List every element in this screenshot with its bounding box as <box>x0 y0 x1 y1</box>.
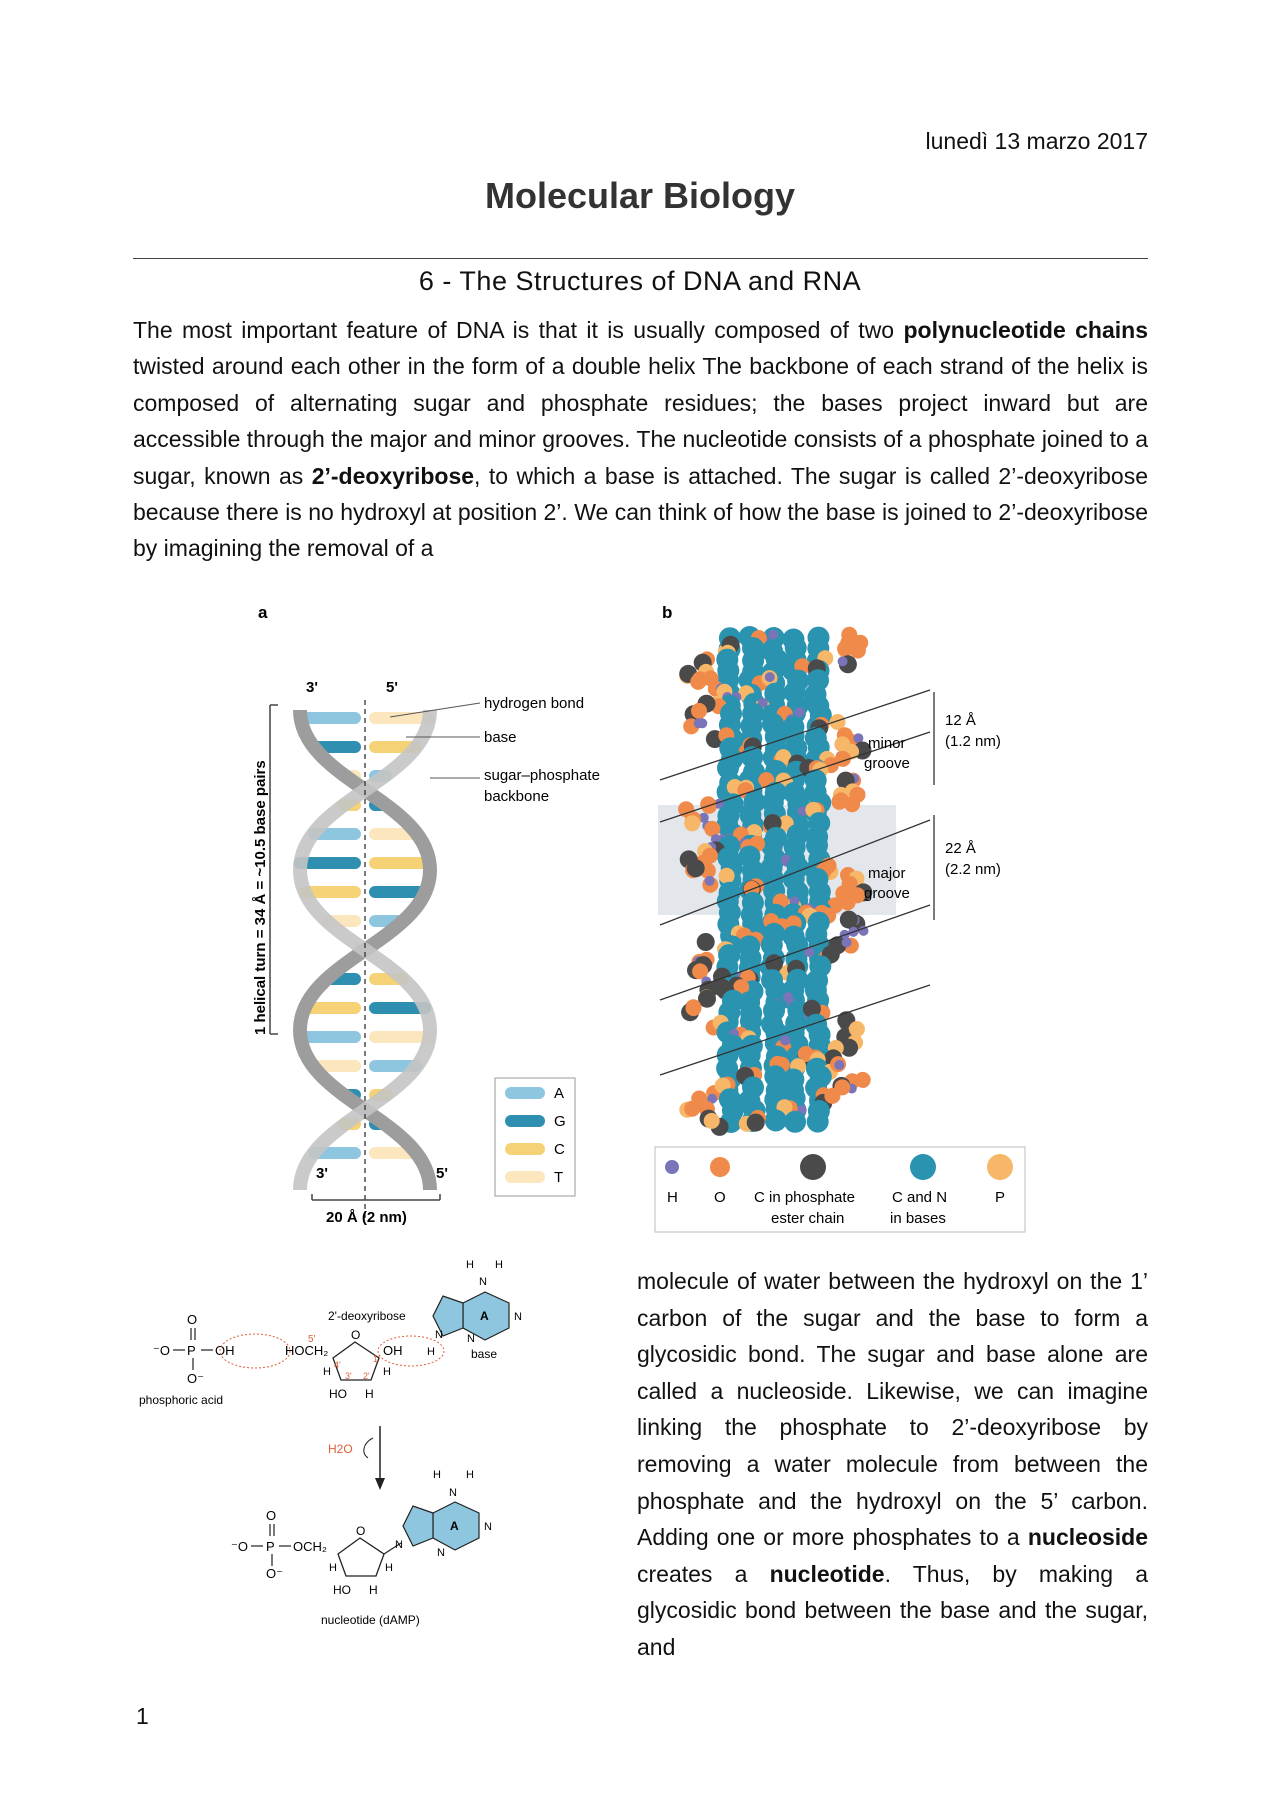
svg-text:HO: HO <box>333 1583 351 1597</box>
section-heading: 6 - The Structures of DNA and RNA <box>418 266 862 296</box>
svg-text:O⁻: O⁻ <box>266 1566 283 1581</box>
svg-text:N: N <box>437 1547 445 1559</box>
atom <box>684 815 700 831</box>
svg-text:H: H <box>466 1469 474 1481</box>
atom <box>684 1101 700 1117</box>
svg-text:groove: groove <box>864 755 910 772</box>
svg-text:O: O <box>356 1524 366 1538</box>
svg-text:H: H <box>323 1366 331 1378</box>
svg-text:H: H <box>385 1562 393 1574</box>
svg-text:OH: OH <box>215 1343 235 1358</box>
svg-text:groove: groove <box>864 885 910 902</box>
svg-text:N: N <box>395 1539 403 1551</box>
svg-text:H: H <box>365 1387 374 1401</box>
svg-text:O⁻: O⁻ <box>187 1371 204 1386</box>
svg-text:O: O <box>187 1312 198 1327</box>
atom <box>704 821 720 837</box>
svg-text:H: H <box>329 1562 337 1574</box>
svg-text:N: N <box>449 1487 457 1499</box>
atom <box>840 911 858 929</box>
svg-text:H: H <box>667 1189 678 1206</box>
atom <box>687 859 705 877</box>
svg-text:H: H <box>433 1469 441 1481</box>
label-hydrogen-bond: hydrogen bond <box>484 695 585 712</box>
legend-n-dot <box>910 1154 936 1180</box>
atom <box>838 656 848 666</box>
atom <box>747 1114 765 1132</box>
atom <box>719 868 735 884</box>
atom <box>807 1111 829 1133</box>
svg-text:P: P <box>266 1539 275 1554</box>
svg-text:P: P <box>995 1189 1006 1206</box>
atom <box>842 937 852 947</box>
vertical-bracket <box>252 705 278 1035</box>
svg-text:12 Å: 12 Å <box>945 712 976 729</box>
figure-b-space-filling <box>650 600 1030 1240</box>
svg-text:O: O <box>266 1508 277 1523</box>
date: lunedì 13 marzo 2017 <box>925 128 1148 154</box>
atom <box>844 796 860 812</box>
legend-g: G <box>554 1113 566 1130</box>
paragraph-1: The most important feature of DNA is that it is usually composed of two polynucleotide chains twisted around each other in the form of a double helix The backbone of each strand of the helix is composed of alternating sugar and phosphate residues; the bases project inward but are accessible through the major and minor grooves. The nucleotide consists of a phosphate joined to a sugar, known as 2’-deoxyribose, to which a base is attached. The sugar is called 2’-deoxyribose because there is no hydroxyl at position 2’. We can think of how the base is joined to 2’-deoxyribose by imagining the removal of a <box>133 317 1149 562</box>
panel-label-b: b <box>662 603 673 622</box>
svg-text:N: N <box>479 1276 487 1288</box>
atom <box>686 1000 702 1016</box>
svg-text:H: H <box>427 1346 435 1358</box>
legend-o-dot <box>710 1157 730 1177</box>
svg-text:A: A <box>450 1519 459 1533</box>
atom <box>704 1113 720 1129</box>
label-base: base <box>484 729 517 746</box>
legend-c-dot <box>800 1154 826 1180</box>
svg-text:5': 5' <box>386 679 398 696</box>
svg-text:N: N <box>514 1311 522 1323</box>
panel-label-a: a <box>258 603 268 622</box>
svg-text:N: N <box>435 1329 443 1341</box>
atom <box>765 1110 787 1132</box>
svg-text:H: H <box>383 1366 391 1378</box>
svg-text:OH: OH <box>383 1343 403 1358</box>
atom <box>783 992 793 1002</box>
svg-text:3': 3' <box>316 1165 328 1182</box>
legend-swatch-a <box>505 1087 545 1099</box>
svg-text:5': 5' <box>436 1165 448 1182</box>
legend-h-dot <box>665 1160 679 1174</box>
figure-c-nucleotide <box>133 1258 623 1678</box>
atom <box>837 641 853 657</box>
svg-text:3': 3' <box>345 1371 352 1381</box>
legend-c: C <box>554 1141 565 1158</box>
label-base: base <box>471 1347 498 1361</box>
helical-turn-label: 1 helical turn = 34 Å = ~10.5 base pairs <box>252 760 269 1035</box>
atom <box>702 848 718 864</box>
svg-text:(2.2 nm): (2.2 nm) <box>945 861 1001 878</box>
atom <box>795 707 805 717</box>
svg-text:5': 5' <box>308 1334 316 1345</box>
svg-text:1': 1' <box>373 1354 380 1364</box>
svg-text:4': 4' <box>334 1360 341 1370</box>
atom <box>697 933 715 951</box>
svg-text:2': 2' <box>363 1371 370 1381</box>
paragraph-2: molecule of water between the hydroxyl on the 1’ carbon of the sugar and the base to form a glycosidic bond. The sugar and base alone are called a nucleoside. Likewise, we can imagine linking the phosphate to 2’-deoxyribose by removing a water molecule from between the phosphate and the hydroxyl on the 5’ carbon. Adding one or more phosphates to a nucleoside creates a nucleotide. Thus, by making a glycosidic bond between the base and the sugar, and <box>637 1268 1148 1660</box>
figure-a-double-helix <box>240 600 640 1240</box>
legend-swatch-t <box>505 1171 545 1183</box>
atom <box>697 718 707 728</box>
label-backbone: sugar–phosphate <box>484 767 600 784</box>
svg-text:O: O <box>351 1328 361 1342</box>
svg-text:ester chain: ester chain <box>771 1210 845 1227</box>
svg-text:H: H <box>369 1583 378 1597</box>
legend-a: A <box>554 1085 565 1102</box>
atom <box>824 1088 840 1104</box>
svg-text:22 Å: 22 Å <box>945 840 976 857</box>
page-number: 1 <box>136 1703 149 1729</box>
atom <box>768 630 778 640</box>
width-label: 20 Å (2 nm) <box>326 1209 407 1226</box>
svg-text:H: H <box>466 1259 474 1271</box>
atom <box>691 703 707 719</box>
svg-text:3': 3' <box>306 679 318 696</box>
svg-text:C in phosphate: C in phosphate <box>754 1189 855 1206</box>
label-deoxyribose: 2'-deoxyribose <box>328 1309 406 1323</box>
svg-text:⁻O: ⁻O <box>231 1539 248 1554</box>
svg-text:(1.2 nm): (1.2 nm) <box>945 733 1001 750</box>
svg-text:N: N <box>484 1521 492 1533</box>
legend-p-dot <box>987 1154 1013 1180</box>
label-water: H2O <box>328 1442 353 1456</box>
atom-legend <box>655 1147 1025 1232</box>
svg-text:H: H <box>495 1259 503 1271</box>
label-phosphoric-acid: phosphoric acid <box>139 1393 224 1407</box>
atom <box>784 1111 806 1133</box>
svg-text:HOCH₂: HOCH₂ <box>285 1343 329 1358</box>
atom <box>834 1060 844 1070</box>
atom <box>765 672 775 682</box>
atom <box>840 894 856 910</box>
width-bracket <box>312 1194 440 1226</box>
svg-text:minor: minor <box>868 735 906 752</box>
svg-text:OCH₂: OCH₂ <box>293 1539 327 1554</box>
atom <box>849 1021 865 1037</box>
atom <box>781 1035 791 1045</box>
svg-text:in bases: in bases <box>890 1210 946 1227</box>
svg-text:A: A <box>480 1309 489 1323</box>
page-title: Molecular Biology <box>484 175 796 216</box>
legend-swatch-g <box>505 1115 545 1127</box>
divider <box>133 258 1148 259</box>
svg-text:N: N <box>467 1333 475 1345</box>
svg-text:major: major <box>868 865 906 882</box>
legend-t: T <box>554 1169 564 1186</box>
base-legend <box>495 1078 575 1196</box>
svg-text:backbone: backbone <box>484 788 550 805</box>
svg-text:HO: HO <box>329 1387 347 1401</box>
svg-text:P: P <box>187 1343 196 1358</box>
legend-swatch-c <box>505 1143 545 1155</box>
svg-text:O: O <box>714 1189 726 1206</box>
svg-text:⁻O: ⁻O <box>153 1343 170 1358</box>
atom <box>705 876 715 886</box>
label-dAMP: nucleotide (dAMP) <box>321 1613 420 1627</box>
svg-text:C and N: C and N <box>892 1189 948 1206</box>
